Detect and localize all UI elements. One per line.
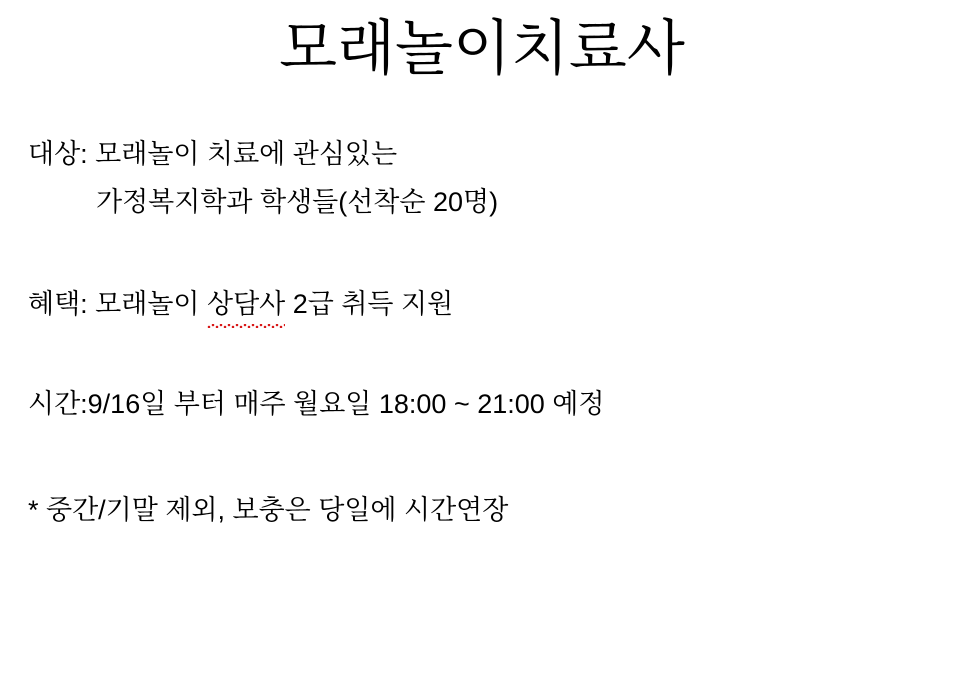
target-audience-line-continued: 가정복지학과 학생들(선착순 20명): [96, 187, 499, 217]
page-title: 모래놀이치료사: [279, 15, 685, 82]
target-audience-line: 대상: 모래놀이 치료에 관심있는: [28, 139, 398, 169]
benefit-line: [28, 284, 453, 325]
benefit-line-prefix: 혜택: 모래놀이: [28, 289, 207, 319]
note-line: * 중간/기말 제외, 보충은 당일에 시간연장: [28, 495, 509, 525]
benefit-line-suffix: 2급 취득 지원: [285, 289, 454, 319]
schedule-line: 시간:9/16일 부터 매주 월요일 18:00 ~ 21:00 예정: [28, 389, 605, 419]
spellcheck-misspelled-word: 상담사: [207, 284, 285, 325]
